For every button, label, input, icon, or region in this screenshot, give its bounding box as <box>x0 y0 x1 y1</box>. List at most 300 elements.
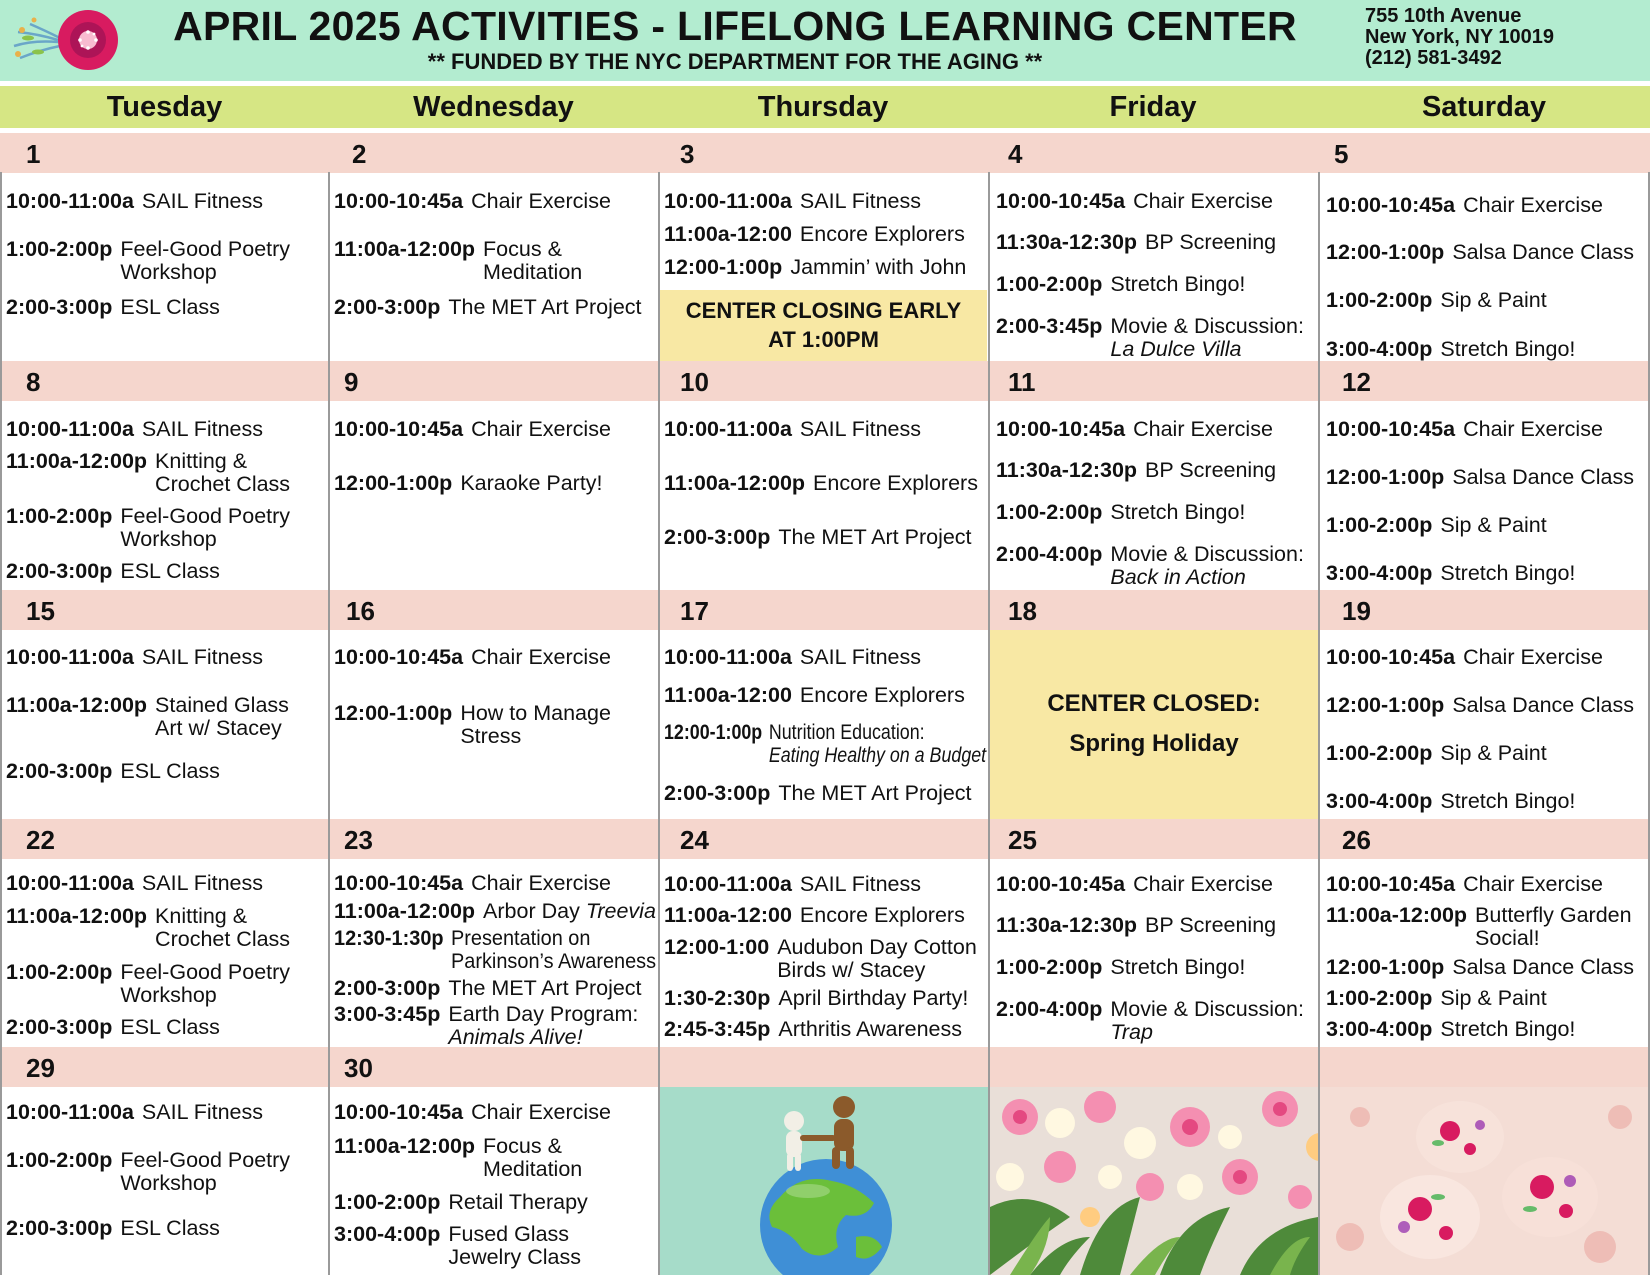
event-title <box>120 760 220 783</box>
event-item <box>996 315 1304 361</box>
date-number: 3 <box>680 139 695 169</box>
event-time: 10:00-10:45a <box>1326 417 1456 441</box>
event-time: 11:00a-12:00p <box>1326 903 1468 927</box>
event-title-line-1: ESL Class <box>120 1015 220 1039</box>
event-title <box>1452 466 1634 489</box>
event-title <box>1440 338 1575 361</box>
event-title <box>800 904 965 927</box>
weekday-tuesday: Tuesday <box>106 91 223 123</box>
event-item <box>1326 1018 1575 1041</box>
event-title-line-1: SAIL Fitness <box>141 645 264 669</box>
event-title-line-1: Stretch Bingo! <box>1440 337 1576 361</box>
event-time: 10:00-10:45a <box>334 1100 464 1124</box>
event-title <box>483 1135 582 1181</box>
event-item <box>6 1149 290 1195</box>
event-title-line-1: Earth Day Program: <box>448 1002 639 1026</box>
event-title-line-1: Stretch Bingo! <box>1440 1017 1576 1041</box>
event-time: 11:00a-12:00p <box>6 449 148 473</box>
event-title <box>1145 914 1276 937</box>
event-title <box>155 450 290 496</box>
event-time: 2:00-3:00p <box>664 525 771 549</box>
event-title-line-1: ESL Class <box>120 295 220 319</box>
event-time: 10:00-11:00a <box>664 645 792 669</box>
event-item <box>334 1223 581 1269</box>
event-title <box>1133 873 1273 896</box>
event-title <box>448 1223 581 1269</box>
event-title-line-2: Workshop <box>120 1171 217 1195</box>
event-time: 10:00-10:45a <box>334 645 464 669</box>
event-time: 10:00-11:00a <box>6 189 134 213</box>
event-title <box>142 1101 263 1124</box>
event-title <box>448 977 641 1000</box>
event-time: 10:00-11:00a <box>664 189 792 213</box>
event-title-line-1: Chair Exercise <box>1463 645 1603 669</box>
event-time: 2:00-3:45p <box>996 314 1103 338</box>
date-band-week-3 <box>0 590 1650 630</box>
page-header <box>0 0 1650 81</box>
event-time: 3:00-4:00p <box>1326 337 1433 361</box>
event-item <box>664 782 972 805</box>
event-title-line-1: SAIL Fitness <box>799 872 922 896</box>
event-item <box>1326 194 1603 217</box>
event-time: 1:00-2:00p <box>334 1190 441 1214</box>
early-closing-notice <box>660 290 987 361</box>
event-title <box>778 1018 962 1041</box>
event-title <box>142 190 263 213</box>
weekday-wednesday: Wednesday <box>413 91 574 123</box>
event-title-line-1: The MET Art Project <box>778 781 972 805</box>
event-title-line-1: Movie & Discussion: <box>1110 314 1304 338</box>
event-time: 2:00-4:00p <box>996 997 1103 1021</box>
event-time: 12:30-1:30p <box>334 926 444 950</box>
date-number: 5 <box>1334 139 1349 169</box>
event-item <box>996 956 1245 979</box>
event-title-line-2: Crochet Class <box>155 927 291 951</box>
weekday-header <box>0 86 1650 128</box>
address-phone: (212) 581-3492 <box>1365 47 1502 69</box>
event-title-line-1: Encore Explorers <box>813 471 978 495</box>
event-time: 11:00a-12:00p <box>334 899 476 923</box>
event-item <box>1326 418 1603 441</box>
event-item <box>334 296 642 319</box>
event-title-line-1: ESL Class <box>120 1216 220 1240</box>
page-title: APRIL 2025 ACTIVITIES - LIFELONG LEARNING CENTER <box>173 3 1297 49</box>
event-item <box>664 721 986 767</box>
event-title <box>1463 873 1603 896</box>
event-title <box>120 505 290 551</box>
event-item <box>334 418 611 441</box>
event-time: 2:00-3:00p <box>664 781 771 805</box>
event-title-line-1: Feel-Good Poetry <box>120 960 291 984</box>
event-title <box>1440 1018 1575 1041</box>
event-time: 12:00-1:00p <box>1326 955 1445 979</box>
event-time: 2:00-3:00p <box>334 295 441 319</box>
easter-eggs-photo <box>1320 1087 1650 1275</box>
center-closed-notice <box>990 630 1318 819</box>
event-title-line-1: ESL Class <box>120 759 220 783</box>
event-title <box>778 782 971 805</box>
event-time: 1:00-2:00p <box>1326 986 1433 1010</box>
event-item <box>664 190 921 213</box>
event-item <box>6 694 289 740</box>
event-title-line-1: Stretch Bingo! <box>1110 955 1246 979</box>
event-time: 10:00-10:45a <box>1326 193 1456 217</box>
event-item <box>334 900 656 923</box>
column-divider <box>0 172 2 1275</box>
event-title-line-1: Arbor Day Treevia <box>483 899 656 923</box>
event-item <box>996 873 1273 896</box>
event-title-line-1: SAIL Fitness <box>141 417 264 441</box>
event-title-line-1: April Birthday Party! <box>778 986 969 1010</box>
event-title-line-2: Birds w/ Stacey <box>777 958 926 982</box>
event-time: 10:00-11:00a <box>6 645 134 669</box>
event-title <box>471 1101 611 1124</box>
event-title <box>120 560 220 583</box>
event-time: 3:00-4:00p <box>1326 789 1433 813</box>
event-item <box>1326 646 1603 669</box>
event-title-line-1: Stretch Bingo! <box>1440 561 1576 585</box>
event-title-line-1: Chair Exercise <box>471 871 611 895</box>
event-title <box>142 646 263 669</box>
event-title-line-1: Focus & <box>483 1134 562 1158</box>
event-item <box>996 273 1245 296</box>
column-divider <box>988 172 990 1275</box>
event-title <box>1110 998 1304 1044</box>
event-time: 2:00-3:00p <box>6 1216 113 1240</box>
center-address <box>1365 6 1554 69</box>
event-title <box>1110 315 1304 361</box>
event-title <box>1133 418 1273 441</box>
event-title <box>800 190 921 213</box>
event-item <box>664 526 972 549</box>
event-item <box>6 760 220 783</box>
column-divider <box>658 172 660 1275</box>
event-time: 12:00-1:00p <box>1326 240 1445 264</box>
event-title <box>120 238 290 284</box>
event-item <box>6 190 263 213</box>
event-time: 1:00-2:00p <box>6 504 113 528</box>
address-city: New York, NY 10019 <box>1365 26 1555 48</box>
event-item <box>6 1101 263 1124</box>
event-title <box>471 872 611 895</box>
event-title-line-2: Parkinson’s Awareness <box>450 949 657 973</box>
date-number: 12 <box>1342 367 1371 397</box>
event-title-line-1: Salsa Dance Class <box>1452 955 1634 979</box>
event-title-line-1: Chair Exercise <box>471 417 611 441</box>
event-item <box>664 904 965 927</box>
event-item <box>6 1217 220 1240</box>
event-item <box>6 505 290 551</box>
event-time: 10:00-10:45a <box>996 872 1126 896</box>
event-title-line-1: Feel-Good Poetry <box>120 237 291 261</box>
event-item <box>6 560 220 583</box>
event-item <box>996 501 1245 524</box>
date-number: 11 <box>1008 367 1036 397</box>
event-time: 10:00-11:00a <box>664 417 792 441</box>
event-time: 10:00-11:00a <box>6 871 134 895</box>
event-item <box>1326 873 1603 896</box>
event-title <box>1110 543 1304 589</box>
event-title-line-2: Stress <box>460 724 522 748</box>
event-time: 2:00-3:00p <box>6 295 113 319</box>
event-title-line-1: Arthritis Awareness <box>778 1017 962 1041</box>
event-item <box>334 472 603 495</box>
event-title-line-1: Chair Exercise <box>471 645 611 669</box>
event-item <box>334 1191 588 1214</box>
event-time: 10:00-11:00a <box>664 872 792 896</box>
event-title <box>1440 562 1575 585</box>
event-title-line-1: Stained Glass <box>155 693 289 717</box>
event-item <box>1326 241 1634 264</box>
event-title <box>1452 241 1634 264</box>
event-item <box>1326 338 1575 361</box>
event-title-line-1: Sip & Paint <box>1440 741 1547 765</box>
event-time: 2:00-3:00p <box>6 759 113 783</box>
date-band-week-1 <box>0 133 1650 173</box>
event-title-line-1: BP Screening <box>1145 458 1277 482</box>
event-title <box>483 238 582 284</box>
event-item <box>1326 742 1547 765</box>
event-title-line-1: Karaoke Party! <box>460 471 603 495</box>
event-item <box>6 418 263 441</box>
event-time: 10:00-10:45a <box>334 189 464 213</box>
event-title-line-2: Animals Alive! <box>448 1025 583 1049</box>
event-item <box>996 543 1304 589</box>
event-title <box>451 927 656 973</box>
event-title-line-2: Jewelry Class <box>448 1245 581 1269</box>
event-time: 11:00a-12:00 <box>664 222 792 246</box>
event-title-line-1: Sip & Paint <box>1440 986 1547 1010</box>
event-time: 1:00-2:00p <box>6 1148 113 1172</box>
event-item <box>6 961 290 1007</box>
event-item <box>6 872 263 895</box>
event-title <box>460 472 602 495</box>
event-title <box>1440 790 1575 813</box>
event-item <box>664 1018 962 1041</box>
event-title <box>1145 459 1276 482</box>
event-time: 11:00a-12:00p <box>6 693 148 717</box>
event-title-line-1: Feel-Good Poetry <box>120 504 291 528</box>
event-title-line-1: SAIL Fitness <box>141 189 264 213</box>
date-number: 25 <box>1008 825 1037 855</box>
event-title-line-1: Stretch Bingo! <box>1440 789 1576 813</box>
event-time: 12:00-1:00p <box>1326 693 1445 717</box>
event-title-line-1: Knitting & <box>155 904 248 928</box>
date-number: 1 <box>26 139 41 169</box>
event-time: 11:00a-12:00p <box>334 237 476 261</box>
event-title-line-1: SAIL Fitness <box>799 417 922 441</box>
event-time: 2:00-3:00p <box>334 976 441 1000</box>
event-title-line-1: Stretch Bingo! <box>1110 272 1246 296</box>
event-time: 11:30a-12:30p <box>996 230 1138 254</box>
event-title <box>120 961 290 1007</box>
event-item <box>334 646 611 669</box>
event-item <box>1326 694 1634 717</box>
date-number: 17 <box>680 596 709 626</box>
event-title <box>1145 231 1276 254</box>
early-closing-line-1: CENTER CLOSING EARLY <box>685 298 962 323</box>
event-item <box>1326 289 1547 312</box>
event-item <box>1326 514 1547 537</box>
event-item <box>996 459 1276 482</box>
event-title <box>142 418 263 441</box>
date-number: 22 <box>26 825 55 855</box>
event-title <box>1463 194 1603 217</box>
event-time: 2:00-3:00p <box>6 1015 113 1039</box>
event-title <box>471 646 611 669</box>
event-item <box>664 646 921 669</box>
event-item <box>1326 987 1547 1010</box>
event-item <box>1326 904 1632 950</box>
event-title-line-1: Chair Exercise <box>1133 417 1273 441</box>
event-time: 10:00-10:45a <box>996 189 1126 213</box>
event-time: 3:00-3:45p <box>334 1002 441 1026</box>
event-title-line-1: Chair Exercise <box>1133 872 1273 896</box>
event-title <box>1440 987 1546 1010</box>
date-number: 19 <box>1342 596 1371 626</box>
event-item <box>664 684 965 707</box>
event-item <box>334 702 611 748</box>
event-title-line-1: Salsa Dance Class <box>1452 465 1634 489</box>
event-item <box>996 231 1276 254</box>
event-item <box>1326 956 1634 979</box>
event-title <box>120 296 220 319</box>
date-number: 2 <box>352 139 367 169</box>
event-title-line-1: Salsa Dance Class <box>1452 693 1634 717</box>
earth-figurines-photo <box>660 1087 988 1275</box>
event-title <box>448 1191 587 1214</box>
event-title <box>448 1003 638 1049</box>
event-time: 11:00a-12:00 <box>664 683 792 707</box>
event-title-line-1: Focus & <box>483 237 562 261</box>
event-title-line-2: Trap <box>1110 1020 1153 1044</box>
address-street: 755 10th Avenue <box>1365 5 1522 27</box>
event-time: 1:30-2:30p <box>664 986 771 1010</box>
event-title-line-1: Movie & Discussion: <box>1110 997 1304 1021</box>
date-number: 18 <box>1008 596 1037 626</box>
event-title-line-1: The MET Art Project <box>778 525 972 549</box>
event-title-line-1: Encore Explorers <box>799 222 965 246</box>
date-number: 16 <box>346 596 375 626</box>
flower-logo-icon <box>8 6 126 76</box>
event-title-line-1: Jammin’ with John <box>790 255 967 279</box>
event-time: 10:00-10:45a <box>334 871 464 895</box>
event-time: 1:00-2:00p <box>6 960 113 984</box>
event-title <box>777 936 977 982</box>
event-title-line-2: Meditation <box>483 260 583 284</box>
event-title <box>1475 904 1632 950</box>
event-title-line-1: Encore Explorers <box>799 903 965 927</box>
event-title-line-1: Sip & Paint <box>1440 513 1547 537</box>
event-time: 10:00-10:45a <box>1326 872 1456 896</box>
event-title <box>1133 190 1273 213</box>
event-item <box>664 418 921 441</box>
event-item <box>6 905 290 951</box>
event-item <box>334 927 656 973</box>
event-title-line-1: SAIL Fitness <box>141 1100 264 1124</box>
event-title <box>1440 514 1546 537</box>
event-item <box>6 296 220 319</box>
date-number: 10 <box>680 367 709 397</box>
event-title-line-2: Workshop <box>120 527 217 551</box>
event-title <box>800 646 921 669</box>
weekday-saturday: Saturday <box>1421 91 1547 123</box>
date-number: 9 <box>344 367 359 397</box>
event-time: 2:00-4:00p <box>996 542 1103 566</box>
event-title <box>155 694 289 740</box>
event-time: 12:00-1:00p <box>664 255 783 279</box>
event-item <box>996 914 1276 937</box>
date-number: 15 <box>26 596 55 626</box>
event-title-line-1: BP Screening <box>1145 913 1277 937</box>
event-title-italic: Treevia <box>579 899 656 923</box>
event-title <box>778 526 971 549</box>
event-item <box>996 418 1273 441</box>
event-title-line-1: How to Manage <box>460 701 611 725</box>
event-title-line-1: Knitting & <box>155 449 248 473</box>
event-item <box>334 190 611 213</box>
event-title-line-2: Meditation <box>483 1157 583 1181</box>
event-item <box>1326 790 1575 813</box>
event-item <box>1326 466 1634 489</box>
center-closed-line-2: Spring Holiday <box>1069 730 1239 757</box>
event-item <box>334 1101 611 1124</box>
event-time: 1:00-2:00p <box>996 272 1103 296</box>
event-title-line-1: Chair Exercise <box>471 189 611 213</box>
event-item <box>334 977 642 1000</box>
event-title-line-1: Nutrition Education: <box>768 720 925 744</box>
event-title <box>1440 289 1546 312</box>
event-title-line-1: Chair Exercise <box>1133 189 1273 213</box>
earth-globe-icon <box>660 1087 988 1275</box>
event-title <box>800 684 965 707</box>
event-item <box>334 1003 638 1049</box>
event-title-line-1: Stretch Bingo! <box>1110 500 1246 524</box>
event-title <box>471 418 611 441</box>
event-time: 10:00-10:45a <box>334 417 464 441</box>
event-title-line-2: Social! <box>1475 926 1540 950</box>
event-time: 11:30a-12:30p <box>996 458 1138 482</box>
event-time: 10:00-11:00a <box>6 1100 134 1124</box>
event-title-line-1: Fused Glass <box>448 1222 570 1246</box>
event-title-line-1: Salsa Dance Class <box>1452 240 1634 264</box>
date-number: 23 <box>344 825 373 855</box>
event-title-line-1: BP Screening <box>1145 230 1277 254</box>
event-time: 11:30a-12:30p <box>996 913 1138 937</box>
event-title-line-1: The MET Art Project <box>448 976 642 1000</box>
event-time: 12:00-1:00p <box>334 701 453 725</box>
event-item <box>664 936 977 982</box>
column-divider <box>1318 172 1320 1275</box>
flowers-icon <box>990 1087 1318 1275</box>
event-title-line-1: SAIL Fitness <box>799 645 922 669</box>
event-item <box>664 472 978 495</box>
event-time: 10:00-11:00a <box>6 417 134 441</box>
early-closing-line-2: AT 1:00PM <box>768 327 879 352</box>
event-title-line-1: The MET Art Project <box>448 295 642 319</box>
event-time: 11:00a-12:00 <box>664 903 792 927</box>
event-item <box>6 646 263 669</box>
event-title-line-1: Chair Exercise <box>1463 872 1603 896</box>
event-title-line-1: Encore Explorers <box>799 683 965 707</box>
event-title-line-1: Sip & Paint <box>1440 288 1547 312</box>
date-band-week-5 <box>0 1047 1650 1087</box>
event-title-line-2: Back in Action <box>1110 565 1246 589</box>
event-time: 1:00-2:00p <box>1326 288 1433 312</box>
event-time: 1:00-2:00p <box>6 237 113 261</box>
event-title <box>1110 956 1245 979</box>
event-time: 11:00a-12:00p <box>334 1134 476 1158</box>
